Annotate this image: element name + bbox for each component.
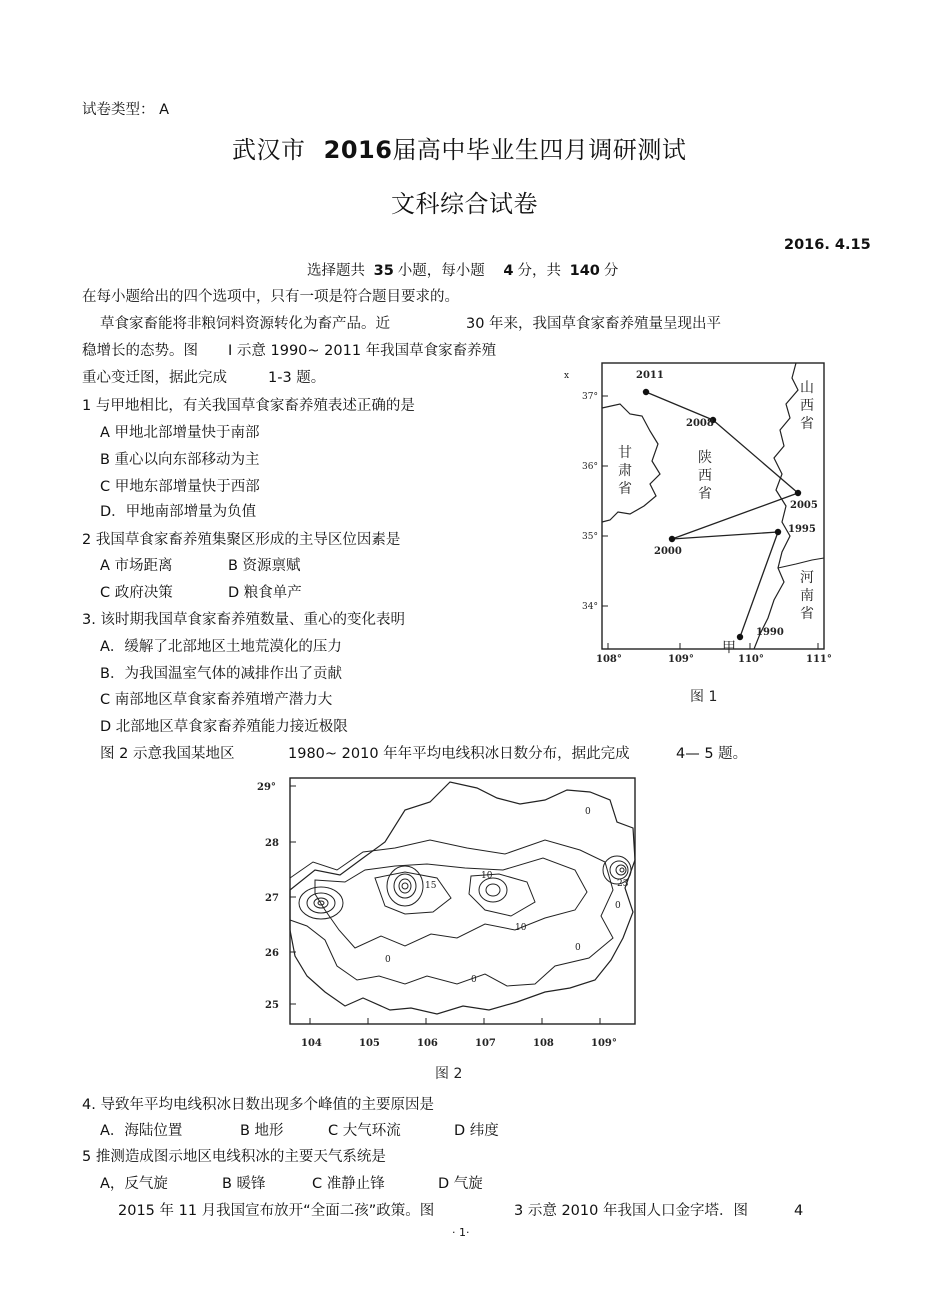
q1-option-b: B 重心以向东部移动为主 [100,452,260,468]
question-2: 2 我国草食家畜养殖集聚区形成的主导区位因素是 [82,532,401,548]
fig2-lon-106: 106 [417,1038,438,1049]
fig2-lon-107: 107 [475,1038,496,1049]
passage1-line1a: 草食家畜能将非粮饲料资源转化为畜产品。近 [100,316,390,332]
fig1-point-2000 [669,536,675,542]
fig1-point-2011 [643,389,649,395]
fig1-henan-1: 河 [800,570,814,586]
fig1-shanxi-1: 山 [800,380,814,396]
fig1-lat-37: 37° [582,392,598,402]
main-title [232,136,686,164]
q3-option-c: C 南部地区草食家畜养殖增产潜力大 [100,692,333,708]
fig2-lat-29: 29° [257,782,276,793]
title-rest: 届高中毕业生四月调研测试 [392,136,687,164]
fig1-lat-36: 36° [582,462,598,472]
fig1-shanxi-3: 省 [800,416,814,432]
q5-option-a: A，反气旋 [100,1176,168,1192]
fig2-contour-label-23: 23 [617,879,629,889]
q2-option-c: C 政府决策 [100,585,173,601]
fig2-peaks [299,856,631,919]
last-line-a: 2015 年 11 月我国宣布放开“全面二孩”政策。图 [118,1203,435,1219]
fig1-lon-110: 110° [738,654,764,665]
question-1: 1 与甲地相比，有关我国草食家畜养殖表述正确的是 [82,398,415,414]
fig1-shaanxi-2: 西 [698,468,712,484]
fig2-lon-105: 105 [359,1038,380,1049]
fig1-year-2008: 2008 [686,418,714,429]
fig1-point-1990 [737,634,743,640]
section-points: 4 [503,263,514,279]
fig2-caption: 图 2 [435,1066,463,1082]
fig2-contour-label-0c: 0 [471,975,477,985]
q3-option-a: A．缓解了北部地区土地荒漠化的压力 [100,639,342,655]
fig2-intro-c: 4— 5 题。 [676,746,748,762]
q4-option-b: B 地形 [240,1123,284,1139]
title-city: 武汉市 [232,136,306,164]
fig2-contour-label-0d: 0 [615,901,621,911]
fig2-contour-10 [375,872,535,916]
instruction: 在每小题给出的四个选项中，只有一项是符合题目要求的。 [82,289,459,305]
fig1-point-1995 [775,529,781,535]
fig2-lon-109: 109° [591,1038,617,1049]
fig2-frame [290,778,635,1024]
fig2-contour-label-0a: 0 [585,807,591,817]
section-text-a: 选择题共 [307,263,365,279]
question-5: 5 推测造成图示地区电线积冰的主要天气系统是 [82,1149,386,1165]
q3-option-b: B．为我国温室气体的减排作出了贡献 [100,666,342,682]
fig1-year-2000: 2000 [654,546,682,557]
question-4: 4. 导致年平均电线积冰日数出现多个峰值的主要原因是 [82,1097,434,1113]
fig1-corner-mark: x [564,371,570,381]
section-count: 35 [373,263,394,279]
q2-option-b: B 资源禀赋 [228,558,301,574]
q4-option-d: D 纬度 [454,1123,499,1139]
fig1-gansu-3: 省 [618,481,632,497]
passage1-line3a: 重心变迁图，据此完成 [82,370,227,386]
passage1-line2b: I 示意 1990~ 2011 年我国草食家畜养殖 [228,343,497,359]
q1-option-d: D．甲地南部增量为负值 [100,504,257,520]
fig2-contour-label-10b: 10 [515,923,527,933]
fig2-lat-27: 27 [265,893,279,904]
q5-option-c: C 准静止锋 [312,1176,385,1192]
fig1-point-2005 [795,490,801,496]
fig1-year-2011: 2011 [636,370,664,381]
fig1-lat-35: 35° [582,532,598,542]
q2-option-d: D 粮食单产 [228,585,302,601]
fig2-contour-label-10a: 10 [481,871,493,881]
fig1-year-1990: 1990 [756,627,784,638]
figure-2-map [245,770,655,1090]
fig2-contour-5 [315,858,587,948]
q5-option-d: D 气旋 [438,1176,483,1192]
fig1-lon-108: 108° [596,654,622,665]
passage1-line2a: 稳增长的态势。图 [82,343,198,359]
section-total: 140 [569,263,600,279]
figure-1-map [560,356,835,706]
fig1-lat-34: 34° [582,602,598,612]
fig2-contour-label-0e: 0 [575,943,581,953]
q1-option-a: A 甲地北部增量快于南部 [100,425,260,441]
q2-option-a: A 市场距离 [100,558,173,574]
fig1-shaanxi-3: 省 [698,486,712,502]
question-3: 3. 该时期我国草食家畜养殖数量、重心的变化表明 [82,612,405,628]
fig1-point-jia: 甲 [722,640,736,656]
title-year: 2016 [323,136,393,164]
fig1-year-2005: 2005 [790,500,818,511]
passage1-line3b: 1-3 题。 [268,370,326,386]
fig1-henan-boundary [778,558,824,568]
fig1-gansu-1: 甘 [618,445,632,461]
exam-date: 2016. 4.15 [784,237,871,253]
last-line-c: 4 [794,1203,804,1219]
subtitle: 文科综合试卷 [391,190,538,218]
q1-option-c: C 甲地东部增量快于西部 [100,479,260,495]
fig2-lat-26: 26 [265,948,279,959]
paper-type: 试卷类型： A [82,102,170,118]
section-text-c: 分，共 [517,263,561,279]
fig1-shanxi-2: 西 [800,398,814,414]
fig1-shaanxi-1: 陕 [698,450,712,466]
fig2-contour-label-0b: 0 [385,955,391,965]
fig2-lat-28: 28 [265,838,279,849]
fig2-lon-104: 104 [301,1038,322,1049]
fig2-contour-label-15: 15 [425,881,437,891]
page-number: · 1· [452,1226,470,1239]
fig1-lon-109: 109° [668,654,694,665]
q4-option-c: C 大气环流 [328,1123,401,1139]
last-line-b: 3 示意 2010 年我国人口金字塔．图 [514,1203,748,1219]
fig1-caption: 图 1 [690,689,718,705]
fig1-henan-2: 南 [800,588,814,604]
passage1-line1b: 30 年来，我国草食家畜养殖量呈现出平 [466,316,722,332]
section-info [307,262,618,280]
section-text-b: 小题，每小题 [397,263,485,279]
fig2-intro-a: 图 2 示意我国某地区 [100,746,235,762]
fig2-lat-25: 25 [265,1000,279,1011]
fig1-year-1995: 1995 [788,524,816,535]
section-text-d: 分 [603,263,619,279]
fig2-lon-108: 108 [533,1038,554,1049]
q5-option-b: B 暖锋 [222,1176,266,1192]
q4-option-a: A．海陆位置 [100,1123,183,1139]
q3-option-d: D 北部地区草食家畜养殖能力接近极限 [100,719,348,735]
fig1-henan-3: 省 [800,606,814,622]
fig1-trajectory [646,392,798,637]
fig1-lon-111: 111° [806,654,832,665]
fig1-gansu-2: 肃 [618,463,632,479]
fig2-intro-b: 1980~ 2010 年年平均电线积冰日数分布，据此完成 [288,746,630,762]
